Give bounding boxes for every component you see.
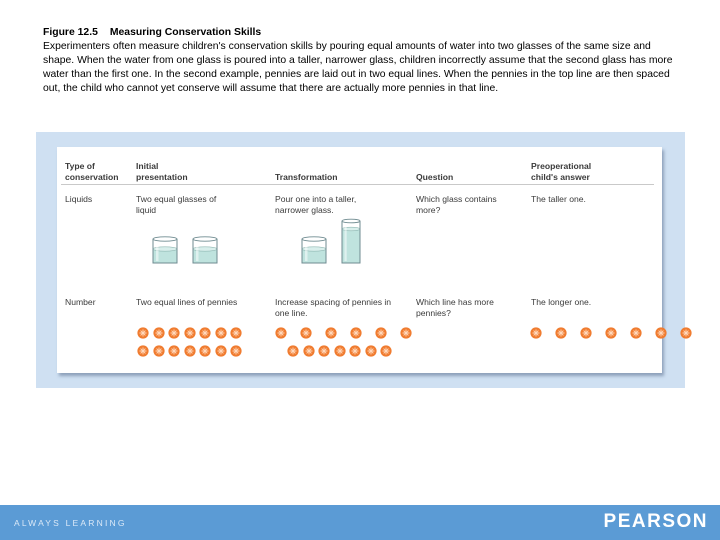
header-transformation: Transformation xyxy=(275,172,338,182)
conservation-table xyxy=(57,147,662,373)
penny-icon xyxy=(400,327,412,339)
pennies-initial-top xyxy=(137,327,242,339)
pennies-transformation-bottom xyxy=(287,345,392,357)
pennies-transformation-top xyxy=(275,327,412,339)
row-number-type: Number xyxy=(65,297,96,307)
row-liquids-question: Which glass contains more? xyxy=(416,194,497,215)
penny-icon xyxy=(199,345,211,357)
penny-icon xyxy=(275,327,287,339)
penny-icon xyxy=(334,345,346,357)
row-number-answer: The longer one. xyxy=(531,297,592,307)
penny-icon xyxy=(137,327,149,339)
footer-tagline: ALWAYS LEARNING xyxy=(14,518,127,528)
pearson-logo: PEARSON xyxy=(603,511,708,532)
figure-frame xyxy=(36,132,685,388)
figure-number: Figure 12.5 xyxy=(43,27,98,38)
row-liquids-transformation: Pour one into a taller, narrower glass. xyxy=(275,194,357,215)
penny-icon xyxy=(349,345,361,357)
penny-icon xyxy=(555,327,567,339)
penny-icon xyxy=(380,345,392,357)
penny-icon xyxy=(303,345,315,357)
penny-icon xyxy=(184,327,196,339)
glass-icon xyxy=(150,235,180,265)
row-number-initial: Two equal lines of pennies xyxy=(136,297,238,307)
pennies-answer xyxy=(530,327,692,339)
caption-title-line xyxy=(43,26,673,40)
pennies-initial-bottom xyxy=(137,345,242,357)
header-answer: Preoperational child's answer xyxy=(531,161,592,182)
penny-icon xyxy=(605,327,617,339)
penny-icon xyxy=(350,327,362,339)
penny-icon xyxy=(365,345,377,357)
penny-icon xyxy=(153,327,165,339)
penny-icon xyxy=(184,345,196,357)
header-divider xyxy=(61,184,654,185)
figure-title: Measuring Conservation Skills xyxy=(109,27,262,38)
row-number-question: Which line has more pennies? xyxy=(416,297,494,318)
penny-icon xyxy=(375,327,387,339)
penny-icon xyxy=(630,327,642,339)
penny-icon xyxy=(230,345,242,357)
penny-icon xyxy=(300,327,312,339)
penny-icon xyxy=(199,327,211,339)
caption-body: Experimenters often measure children's conservation skills by pouring equal amounts of water into two glasses of the same size and shape. When the water from one glass is poured into a taller, narrower glass, children incorrectly assume that the second glass has more water than the first one. In the second example, pennies are laid out in two equal lines. When the pennies in the top line are then spaced out, the child who cannot yet conserve will assume that there are actually more pennies in that line. xyxy=(43,41,673,94)
penny-icon xyxy=(287,345,299,357)
penny-icon xyxy=(230,327,242,339)
row-liquids-initial: Two equal glasses of liquid xyxy=(136,194,217,215)
header-question: Question xyxy=(416,172,454,182)
penny-icon xyxy=(215,345,227,357)
penny-icon xyxy=(325,327,337,339)
penny-icon xyxy=(655,327,667,339)
penny-icon xyxy=(318,345,330,357)
tall-glass-icon xyxy=(339,218,363,265)
penny-icon xyxy=(215,327,227,339)
row-liquids-type: Liquids xyxy=(65,194,93,204)
glass-icon xyxy=(190,235,220,265)
penny-icon xyxy=(153,345,165,357)
header-type: Type of conservation xyxy=(65,161,119,182)
glass-icon xyxy=(299,235,329,265)
row-liquids-answer: The taller one. xyxy=(531,194,586,204)
row-number-transformation: Increase spacing of pennies in one line. xyxy=(275,297,392,318)
penny-icon xyxy=(137,345,149,357)
footer-bar xyxy=(0,505,720,540)
penny-icon xyxy=(530,327,542,339)
penny-icon xyxy=(580,327,592,339)
penny-icon xyxy=(168,345,180,357)
header-initial: Initial presentation xyxy=(136,161,188,182)
penny-icon xyxy=(168,327,180,339)
figure-caption xyxy=(43,26,673,96)
penny-icon xyxy=(680,327,692,339)
